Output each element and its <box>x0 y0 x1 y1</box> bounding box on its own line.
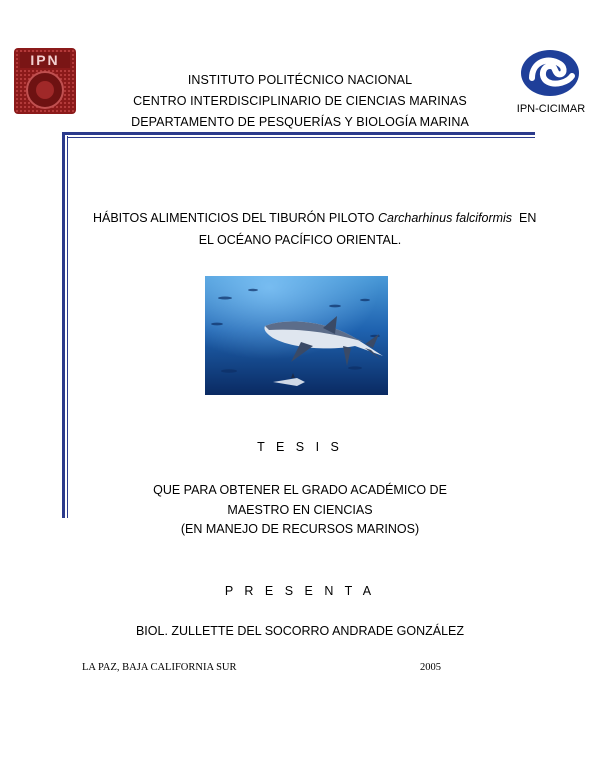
frame-left-line-2 <box>67 136 68 518</box>
institution-name: INSTITUTO POLITÉCNICO NACIONAL <box>187 73 413 87</box>
ipn-logo-text: IPN <box>30 52 60 68</box>
title-part-2: EN <box>512 211 537 225</box>
title-part-1: HÁBITOS ALIMENTICIOS DEL TIBURÓN PILOTO <box>92 211 378 225</box>
frame-top-line-2 <box>67 137 535 138</box>
thesis-label: T E S I S <box>257 440 343 454</box>
author-name: BIOL. ZULLETTE DEL SOCORRO ANDRADE GONZÁLEZ <box>135 624 465 638</box>
frame-left-line-1 <box>62 132 65 518</box>
degree-line-3: (EN MANEJO DE RECURSOS MARINOS) <box>180 522 420 536</box>
footer-year: 2005 <box>420 662 441 673</box>
presenta-label: P R E S E N T A <box>224 584 376 598</box>
cicimar-caption: IPN-CICIMAR <box>516 103 586 115</box>
footer-place: LA PAZ, BAJA CALIFORNIA SUR <box>82 662 237 673</box>
frame-top-line-1 <box>62 132 535 135</box>
species-name: Carcharhinus falciformis <box>377 211 513 225</box>
thesis-title-line-2: EL OCÉANO PACÍFICO ORIENTAL. <box>198 233 402 247</box>
degree-line-1: QUE PARA OBTENER EL GRADO ACADÉMICO DE <box>153 483 447 497</box>
center-name: CENTRO INTERDISCIPLINARIO DE CIENCIAS MARINAS <box>133 94 467 108</box>
degree-line-2: MAESTRO EN CIENCIAS <box>227 503 373 517</box>
shark-photo <box>205 276 388 395</box>
shark-image <box>205 276 388 395</box>
department-name: DEPARTAMENTO DE PESQUERÍAS Y BIOLOGÍA MARINA <box>131 115 469 129</box>
thesis-title-line-1 <box>86 197 566 225</box>
